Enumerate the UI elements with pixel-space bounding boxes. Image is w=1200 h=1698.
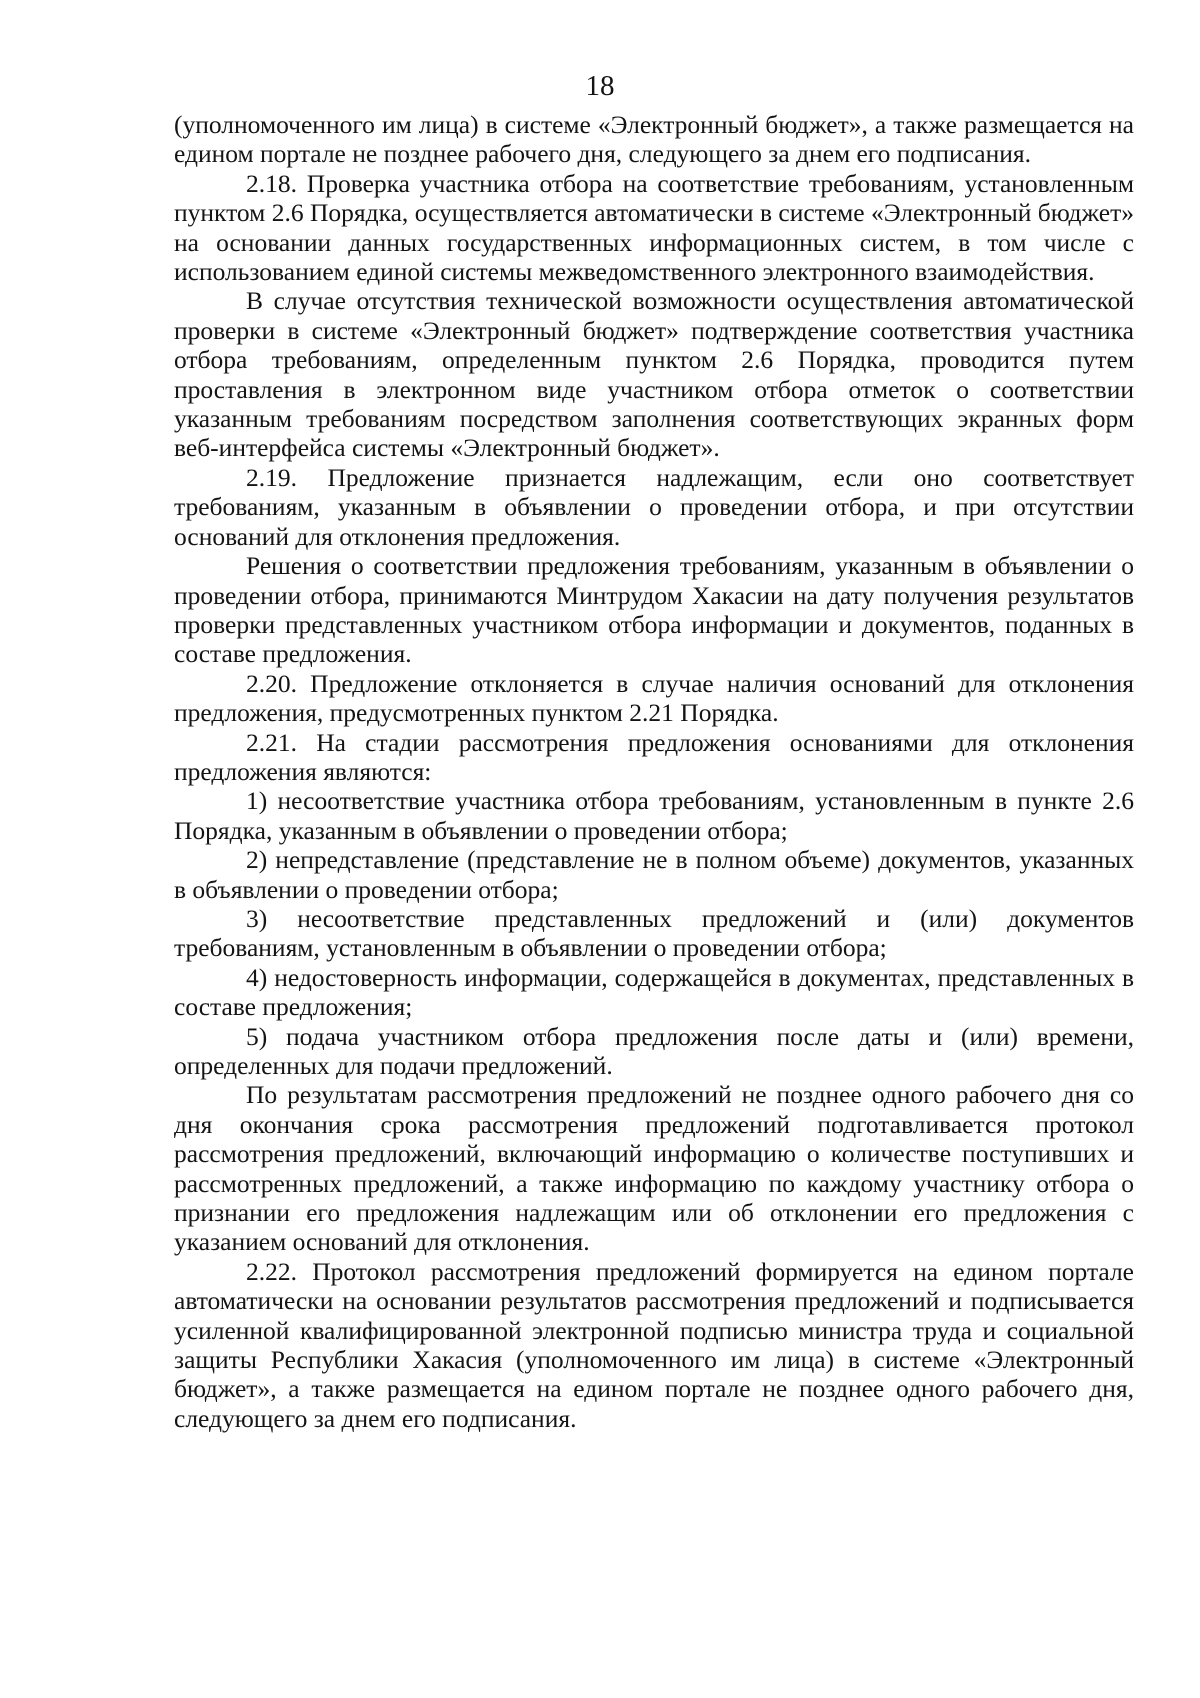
paragraph-review-results: По результатам рассмотрения предложений не позднее одного рабочего дня со дня окончания срока рассмотрения предложений подготавливается протокол рассмотрения предложений, включающий информацию о количестве поступивших и рассмотренных предложений, а также информацию по каждому участнику отбора о признании его предложения надлежащим или об отклонении его предложения с указанием оснований для отклонения. (174, 1080, 1134, 1257)
paragraph-2-21: 2.21. На стадии рассмотрения предложения основаниями для отклонения предложения являются: (174, 727, 1134, 786)
paragraph-manual-check: В случае отсутствия технической возможности осуществления автоматической проверки в системе «Электронный бюджет» подтверждение соответствия участника отбора требованиям, определенным пунктом 2.6 Порядка, проводится путем проставления в электронном виде участником отбора отметок о соответствии указанным требованиям посредством заполнения соответствующих экранных форм веб-интерфейса системы «Электронный бюджет». (174, 286, 1134, 463)
paragraph-2-20: 2.20. Предложение отклоняется в случае наличия оснований для отклонения предложения, предусмотренных пунктом 2.21 Порядка. (174, 668, 1134, 728)
paragraph-2-18: 2.18. Проверка участника отбора на соответствие требованиям, установленным пунктом 2.6 Порядка, осуществляется автоматически в системе «Электронный бюджет» на основании данных государственных информационных систем, в том числе с использованием единой системы межведомственного электронного взаимодействия. (174, 168, 1134, 287)
list-item-3: 3) несоответствие представленных предложений и (или) документов требованиям, установленным в объявлении о проведении отбора; (174, 903, 1134, 963)
page-number: 18 (585, 70, 615, 102)
list-item-5: 5) подача участником отбора предложения после даты и (или) времени, определенных для подачи предложений. (174, 1021, 1134, 1080)
paragraph-2-22: 2.22. Протокол рассмотрения предложений формируется на едином портале автоматически на основании результатов рассмотрения предложений и подписывается усиленной квалифицированной электронной подписью министра труда и социальной защиты Республики Хакасия (уполномоченного им лица) в системе «Электронный бюджет», а также размещается на едином портале не позднее одного рабочего дня, следующего за днем его подписания. (174, 1256, 1134, 1433)
paragraph-continuation: (уполномоченного им лица) в системе «Электронный бюджет», а также размещается на едином портале не позднее рабочего дня, следующего за днем его подписания. (174, 110, 1134, 169)
document-body (174, 110, 1134, 1433)
list-item-1: 1) несоответствие участника отбора требованиям, установленным в пункте 2.6 Порядка, указанным в объявлении о проведении отбора; (174, 786, 1134, 845)
paragraph-2-19: 2.19. Предложение признается надлежащим, если оно соответствует требованиям, указанным в объявлении о проведении отбора, и при отсутствии оснований для отклонения предложения. (174, 462, 1134, 551)
paragraph-decisions: Решения о соответствии предложения требованиям, указанным в объявлении о проведении отбора, принимаются Минтрудом Хакасии на дату получения результатов проверки представленных участником отбора информации и документов, поданных в составе предложения. (174, 551, 1134, 669)
list-item-2: 2) непредставление (представление не в полном объеме) документов, указанных в объявлении о проведении отбора; (174, 845, 1134, 904)
list-item-4: 4) недостоверность информации, содержащейся в документах, представленных в составе предложения; (174, 962, 1134, 1022)
